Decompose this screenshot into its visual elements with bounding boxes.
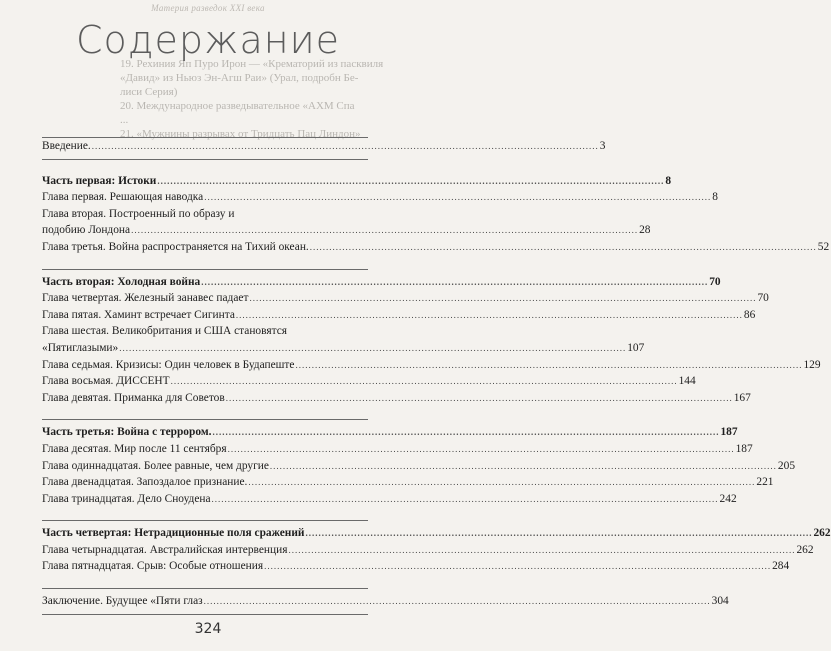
toc-label: Введение. <box>42 140 91 152</box>
bleed-line: ... <box>120 114 129 126</box>
page-number: 324 <box>194 621 222 637</box>
toc-chapter: Глава восьмая. ДИССЕНТ ..... 144 <box>42 373 368 390</box>
toc-part: Часть третья: Война с террором. ..... 187 <box>42 424 368 441</box>
bleed-line: 20. Международное разведывательное «АХМ Спа <box>120 100 355 112</box>
toc-chapter: Глава одиннадцатая. Более равные, чем другие ..... 205 <box>42 458 368 475</box>
toc-chapter: Глава седьмая. Кризисы: Один человек в Будапеште ..... 129 <box>42 357 368 374</box>
toc-entry-intro <box>42 138 606 155</box>
toc-chapter: Глава тринадцатая. Дело Сноудена ..... 242 <box>42 491 368 508</box>
toc-chapter: Глава пятнадцатая. Срыв: Особые отношения ..... 284 <box>42 558 368 575</box>
running-head: Материя разведок XXI века <box>151 3 265 13</box>
toc-chapter: Глава вторая. Построенный по образу и <box>42 207 235 220</box>
toc-entry-conclusion: Заключение. Будущее «Пяти глаз ..... 304 <box>42 593 368 610</box>
page-title: Содержание <box>75 18 341 62</box>
bleed-line: лиси Серия) <box>120 86 178 98</box>
bleed-line: 21. «Мужнины разрывах от Тридцать Пац Линдон» <box>120 128 361 140</box>
toc-page: 3 <box>599 140 606 152</box>
divider <box>42 614 368 615</box>
toc-chapter: Глава третья. Война распространяется на Тихий океан. ..... 52 <box>42 239 368 256</box>
toc-part: Часть вторая: Холодная война ..... 70 <box>42 274 368 291</box>
toc-chapter: Глава двенадцатая. Запоздалое признание. ..... 221 <box>42 474 368 491</box>
toc-chapter: Глава шестая. Великобритания и США становятся <box>42 325 287 338</box>
bleed-line: 19. Рехиния Яп Пуро Ирон — «Крематорий из пасквиля <box>120 58 384 70</box>
toc-chapter: Глава первая. Решающая наводка ..... 8 <box>42 189 368 206</box>
toc-chapter: Глава четырнадцатая. Австралийская интервенция ..... 262 <box>42 542 368 559</box>
toc-chapter: Глава четвертая. Железный занавес падает ..... 70 <box>42 290 368 307</box>
toc-chapter-cont: подобию Лондона ..... 28 <box>42 222 368 239</box>
bleed-line: «Давид» из Ньюз Эн-Агш Раи» (Урал, подробн Бе- <box>120 72 359 84</box>
toc-chapter: Глава девятая. Приманка для Советов ..... 167 <box>42 390 368 407</box>
toc-part: Часть четвертая: Нетрадиционные поля сражений ..... 262 <box>42 525 368 542</box>
toc-chapter-cont: «Пятиглазыми» ..... 107 <box>42 340 368 357</box>
toc-chapter: Глава десятая. Мир после 11 сентября ..... 187 <box>42 441 368 458</box>
table-of-contents <box>42 137 831 615</box>
toc-part: Часть первая: Истоки ..... 8 <box>42 173 368 190</box>
toc-chapter: Глава пятая. Хаминт встречает Сигинта ..... 86 <box>42 307 368 324</box>
